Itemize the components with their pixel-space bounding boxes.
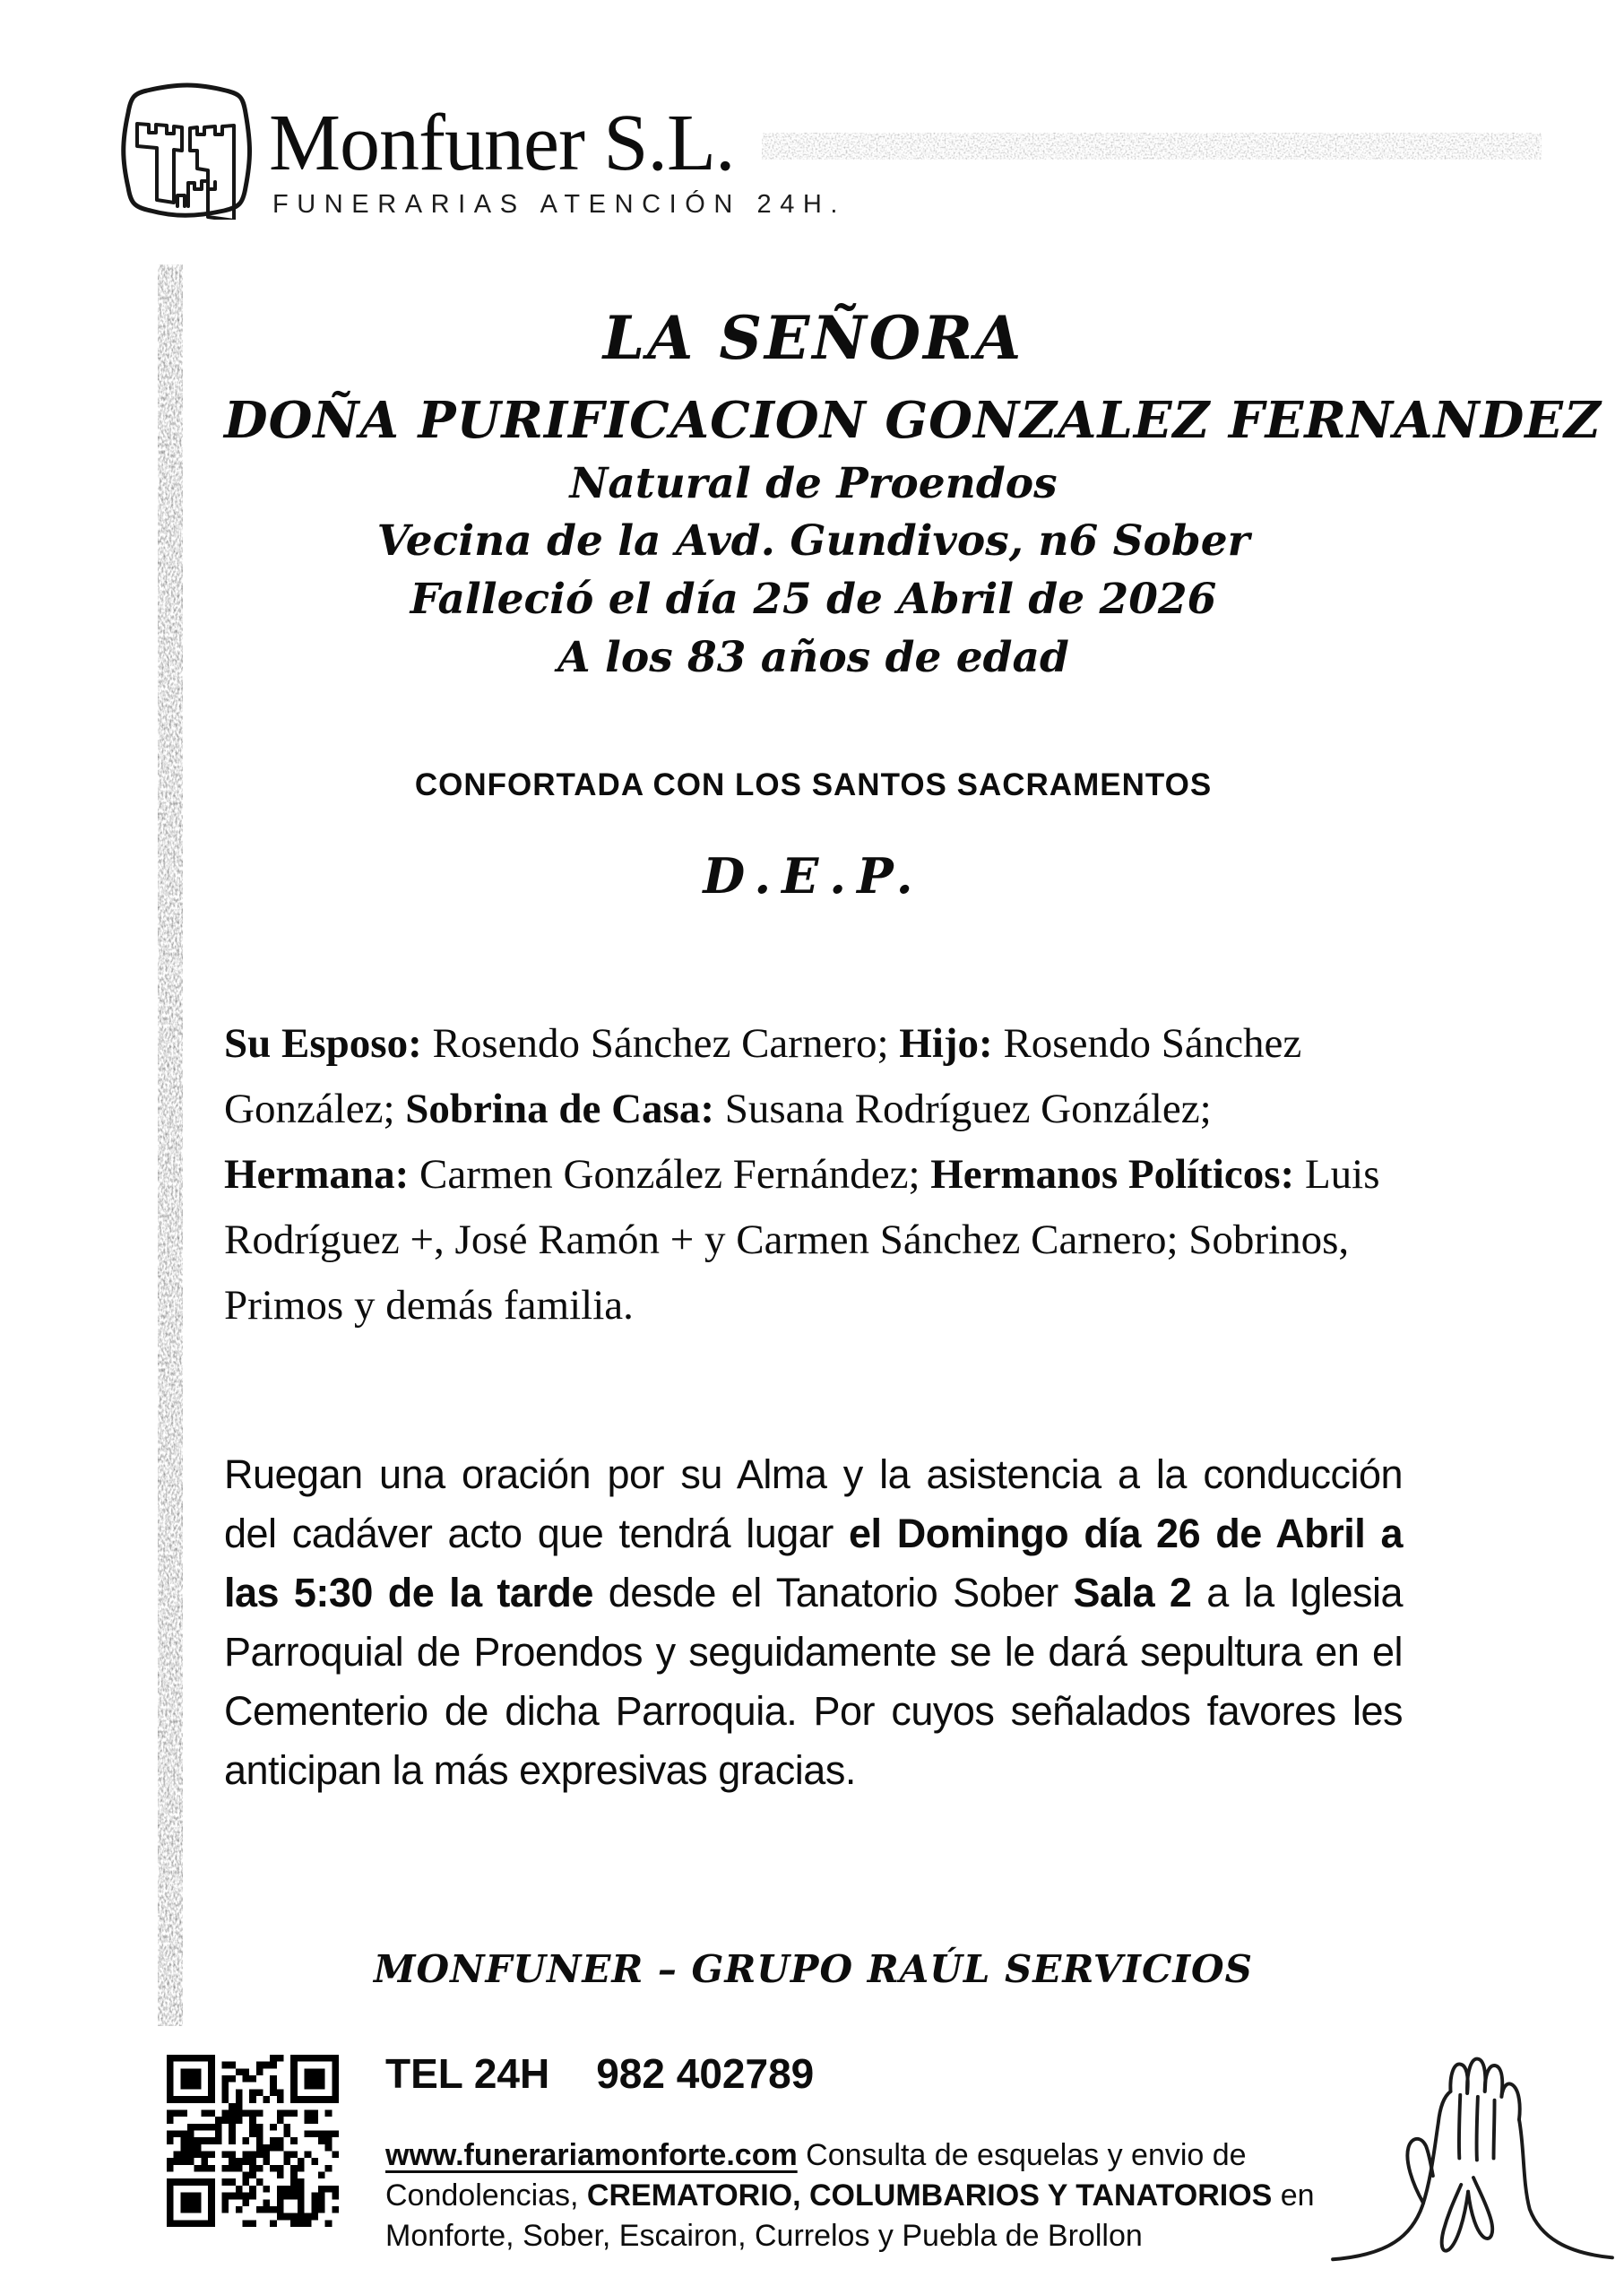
family-paragraph: Su Esposo: Rosendo Sánchez Carnero; Hijo: Rosendo Sánchez González; Sobrina de Casa: Susana Rodríguez González; Hermana: Carmen González Fernández; Hermanos Políticos: Luis Rodríguez +, José Ramón + y Carmen Sánchez Carnero; Sobrinos, Primos y demás familia. (224, 1020, 1380, 1329)
dep-line: D.E.P. (703, 847, 924, 905)
footer-info-line2: Condolencias, CREMATORIO, COLUMBARIOS Y TANATORIOS en (385, 2178, 1315, 2213)
announcement-paragraph: Ruegan una oración por su Alma y la asistencia a la conducción del cadáver acto que tendrá lugar el Domingo día 26 de Abril a las 5:30 de la tarde desde el Tanatorio Sober Sala 2 a la Iglesia Parroquial de Proendos y seguidamente se le dará sepultura en el Cementerio de dicha Parroquia. Por cuyos señalados favores les anticipan la más expresivas gracias. (224, 1451, 1404, 1793)
phone-row (385, 2049, 814, 2098)
sacramentos-line: CONFORTADA CON LOS SANTOS SACRAMENTOS (414, 767, 1213, 802)
vecina-de-line: Vecina de la Avd. Gundivos, n6 Sober (376, 516, 1250, 566)
scan-smudge-artifact (762, 133, 1542, 160)
praying-hands-icon (1325, 2042, 1620, 2271)
qr-code-icon (167, 2055, 339, 2227)
tel-label: TEL 24H (385, 2050, 550, 2097)
footer-info (385, 2135, 1371, 2256)
footer-info-line3: Monforte, Sober, Escairon, Currelos y Puebla de Brollon (385, 2219, 1143, 2253)
brand-tagline: FUNERARIAS ATENCIÓN 24H. (272, 190, 847, 219)
fallecimiento-line: Falleció el día 25 de Abril de 2026 (410, 575, 1217, 624)
signature-line: MONFUNER – GRUPO RAÚL SERVICIOS (374, 1947, 1253, 1991)
notice-title: LA SEÑORA (602, 303, 1024, 373)
brand-name: Monfuner S.L. (269, 99, 735, 187)
castle-logo-icon (115, 81, 256, 220)
deceased-name: DOÑA PURIFICACION GONZALEZ FERNANDEZ (224, 391, 1602, 450)
scan-noise-band-artifact (158, 264, 183, 2026)
natural-de-line: Natural de Proendos (569, 459, 1058, 508)
tel-number: 982 402789 (596, 2050, 815, 2097)
footer-info-line1: www.funerariamonforte.com Consulta de esquelas y envio de (385, 2138, 1247, 2172)
edad-line: A los 83 años de edad (557, 633, 1069, 682)
